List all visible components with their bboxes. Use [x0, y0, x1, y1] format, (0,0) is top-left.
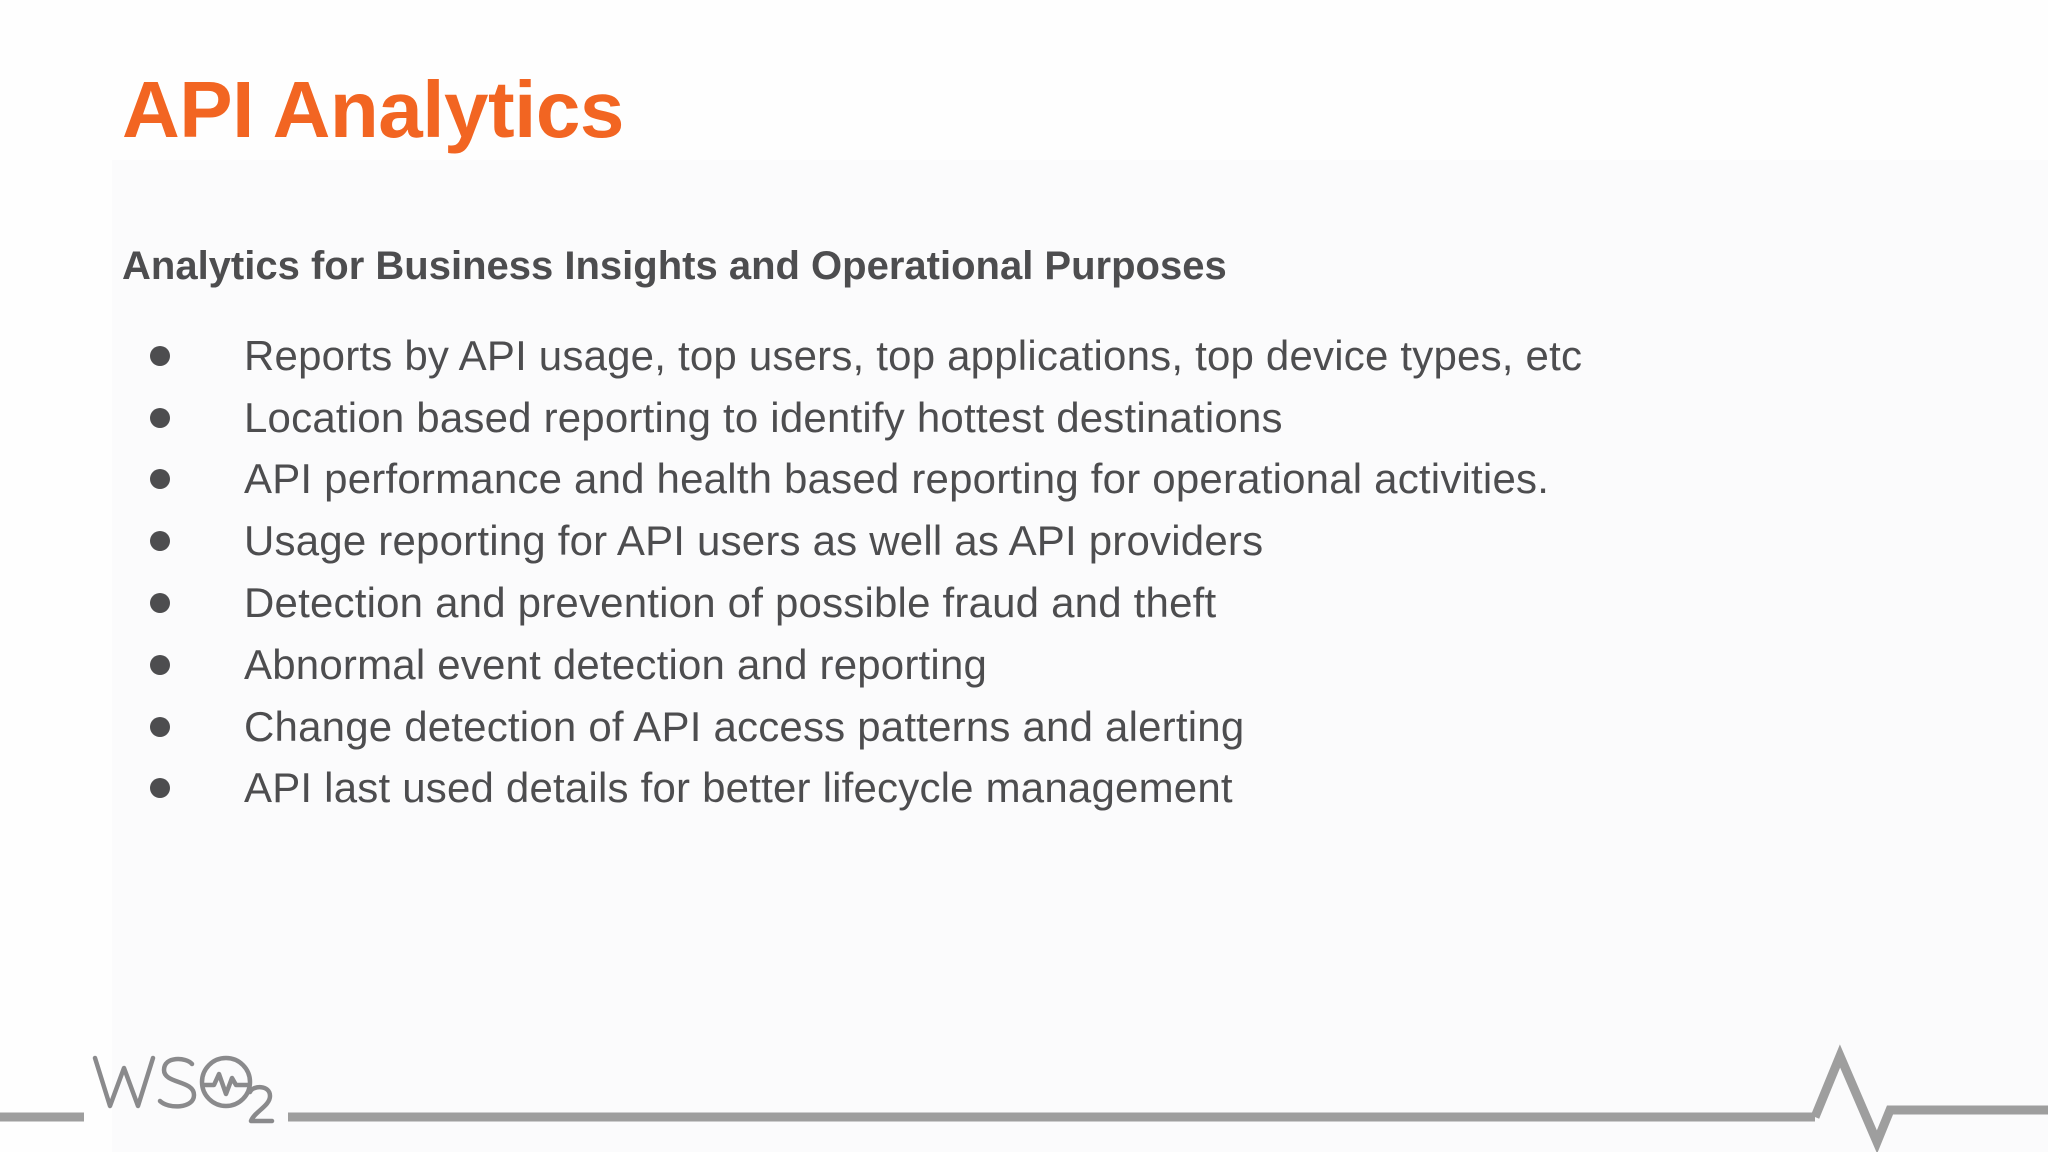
bullet-item: [140, 510, 1582, 572]
heartbeat-icon: [1815, 1056, 2048, 1142]
bullet-text: Location based reporting to identify hottest destinations: [244, 393, 1283, 441]
bullet-item: [140, 572, 1582, 634]
bullet-text: Usage reporting for API users as well as API providers: [244, 517, 1264, 565]
slide-title: API Analytics: [122, 65, 624, 154]
bullet-item: [140, 387, 1582, 449]
bullet-text: Detection and prevention of possible fraud and theft: [244, 579, 1217, 627]
bullet-item: [140, 325, 1582, 387]
bullet-dot-icon: [150, 408, 170, 428]
bullet-text: Change detection of API access patterns and alerting: [244, 702, 1245, 750]
wso2-logo-icon: [95, 1058, 272, 1121]
bullet-dot-icon: [150, 346, 170, 366]
bullet-dot-icon: [150, 593, 170, 613]
bullet-dot-icon: [150, 778, 170, 798]
bullet-text: API performance and health based reporting for operational activities.: [244, 455, 1550, 503]
bullet-item: [140, 696, 1582, 758]
bullet-text: Abnormal event detection and reporting: [244, 640, 988, 688]
bullet-text: API last used details for better lifecycle management: [244, 764, 1233, 812]
bullet-item: [140, 758, 1582, 820]
bullet-text: Reports by API usage, top users, top applications, top device types, etc: [244, 331, 1583, 379]
bullet-dot-icon: [150, 469, 170, 489]
bullet-list: [140, 325, 1582, 819]
bullet-dot-icon: [150, 655, 170, 675]
slide-subtitle: Analytics for Business Insights and Operational Purposes: [122, 244, 1227, 288]
bullet-dot-icon: [150, 531, 170, 551]
bullet-item: [140, 449, 1582, 511]
footer-graphic: [0, 1040, 2048, 1152]
footer: [0, 1040, 2048, 1152]
bullet-dot-icon: [150, 717, 170, 737]
bullet-item: [140, 634, 1582, 696]
